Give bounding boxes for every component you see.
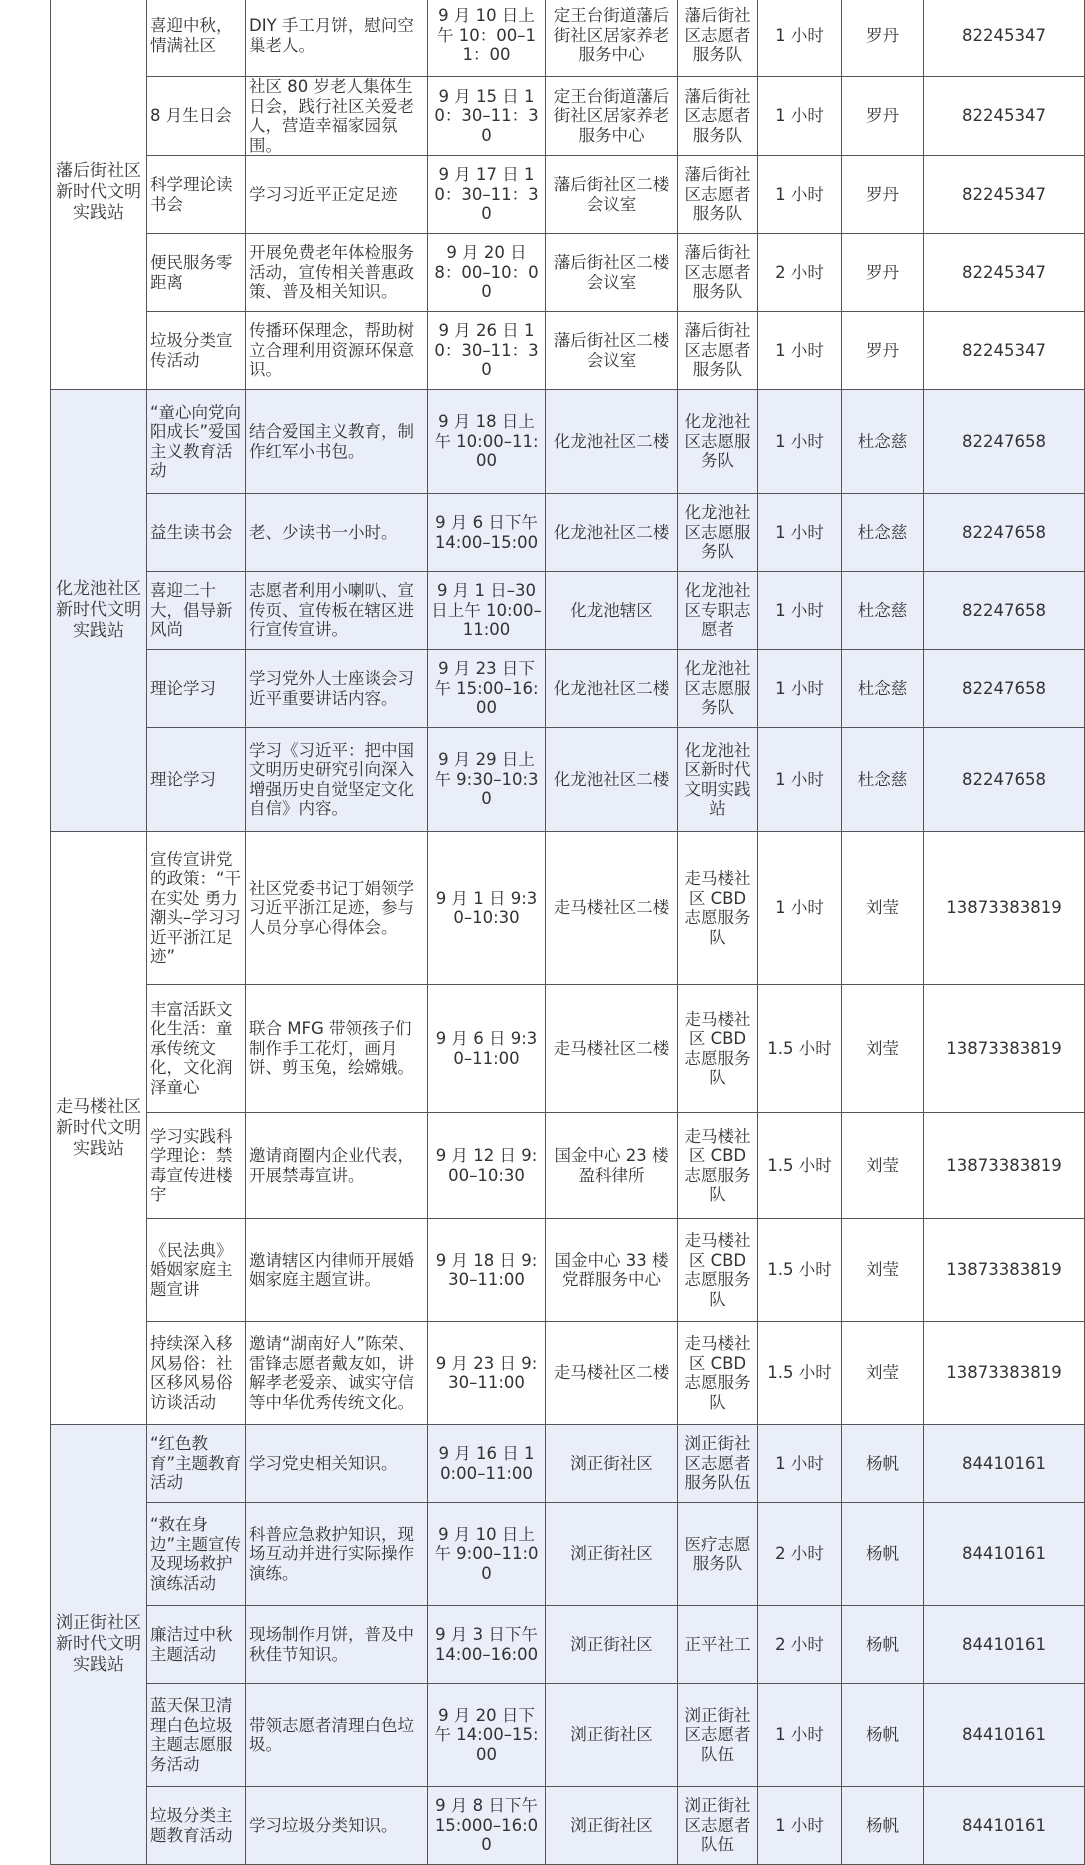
activity-hours: 1 小时 xyxy=(758,390,842,494)
contact-phone: 82247658 xyxy=(924,650,1085,728)
activity-time: 9 月 18 日上午 10:00–11:00 xyxy=(428,390,546,494)
activity-time: 9 月 23 日 9:30–11:00 xyxy=(428,1322,546,1425)
activity-place: 浏正街社区 xyxy=(546,1503,678,1606)
activity-content: 社区 80 岁老人集体生日会，践行社区关爱老人，营造幸福家园氛围。 xyxy=(246,77,428,156)
activity-hours: 1.5 小时 xyxy=(758,1322,842,1425)
table-row xyxy=(51,1219,1085,1322)
activity-title: 持续深入移风易俗：社区移风易俗访谈活动 xyxy=(147,1322,246,1425)
contact-phone: 82245347 xyxy=(924,77,1085,156)
volunteer-team: 藩后街社区志愿者服务队 xyxy=(678,0,758,77)
activity-content: 现场制作月饼，普及中秋佳节知识。 xyxy=(246,1606,428,1684)
activity-time: 9 月 12 日 9:00–10:30 xyxy=(428,1113,546,1219)
contact-person: 刘莹 xyxy=(842,1322,924,1425)
activity-content: 老、少读书一小时。 xyxy=(246,494,428,572)
activity-title: “童心向党向阳成长”爱国主义教育活动 xyxy=(147,390,246,494)
table-row xyxy=(51,1787,1085,1865)
table-row xyxy=(51,1606,1085,1684)
activity-place: 走马楼社区二楼 xyxy=(546,1322,678,1425)
volunteer-team: 走马楼社区 CBD 志愿服务队 xyxy=(678,1113,758,1219)
table-row xyxy=(51,650,1085,728)
activity-time: 9 月 20 日下午 14:00–15:00 xyxy=(428,1684,546,1787)
station-name: 化龙池社区新时代文明实践站 xyxy=(51,390,147,832)
activity-hours: 1 小时 xyxy=(758,312,842,390)
activity-place: 国金中心 33 楼党群服务中心 xyxy=(546,1219,678,1322)
table-row xyxy=(51,572,1085,650)
activity-title: 宣传宣讲党的政策：“干在实处 勇力潮头–学习习近平浙江足迹” xyxy=(147,832,246,985)
activity-content: 邀请商圈内企业代表，开展禁毒宣讲。 xyxy=(246,1113,428,1219)
table-row xyxy=(51,1503,1085,1606)
activity-place: 化龙池社区二楼 xyxy=(546,728,678,832)
station-name: 藩后街社区新时代文明实践站 xyxy=(51,0,147,390)
activity-content: 学习《习近平：把中国文明历史研究引向深入增强历史自觉坚定文化自信》内容。 xyxy=(246,728,428,832)
activity-hours: 2 小时 xyxy=(758,1503,842,1606)
activity-place: 藩后街社区二楼会议室 xyxy=(546,312,678,390)
activity-place: 化龙池社区二楼 xyxy=(546,650,678,728)
activity-place: 浏正街社区 xyxy=(546,1684,678,1787)
activity-time: 9 月 10 日上午 10：00–11：00 xyxy=(428,0,546,77)
activity-title: 垃圾分类主题教育活动 xyxy=(147,1787,246,1865)
station-name: 走马楼社区新时代文明实践站 xyxy=(51,832,147,1425)
activity-content: 联合 MFG 带领孩子们制作手工花灯，画月饼、剪玉兔，绘嫦娥。 xyxy=(246,985,428,1113)
table-row xyxy=(51,1113,1085,1219)
contact-person: 刘莹 xyxy=(842,832,924,985)
activity-time: 9 月 17 日 10：30–11：30 xyxy=(428,156,546,234)
volunteer-team: 走马楼社区 CBD 志愿服务队 xyxy=(678,832,758,985)
contact-person: 刘莹 xyxy=(842,1113,924,1219)
contact-person: 杜念慈 xyxy=(842,650,924,728)
activity-place: 国金中心 23 楼盈科律所 xyxy=(546,1113,678,1219)
activity-content: 学习党史相关知识。 xyxy=(246,1425,428,1503)
activity-hours: 1 小时 xyxy=(758,650,842,728)
station-name: 浏正街社区新时代文明实践站 xyxy=(51,1425,147,1865)
volunteer-team: 走马楼社区 CBD 志愿服务队 xyxy=(678,1322,758,1425)
contact-phone: 82247658 xyxy=(924,390,1085,494)
activity-time: 9 月 16 日 10:00–11:00 xyxy=(428,1425,546,1503)
volunteer-team: 化龙池社区志愿服务队 xyxy=(678,650,758,728)
table-row xyxy=(51,985,1085,1113)
activity-time: 9 月 23 日下午 15:00–16:00 xyxy=(428,650,546,728)
contact-phone: 84410161 xyxy=(924,1606,1085,1684)
activity-place: 化龙池社区二楼 xyxy=(546,390,678,494)
activity-title: 垃圾分类宣传活动 xyxy=(147,312,246,390)
activity-hours: 2 小时 xyxy=(758,234,842,312)
table-row xyxy=(51,832,1085,985)
contact-phone: 82245347 xyxy=(924,0,1085,77)
volunteer-team: 化龙池社区志愿服务队 xyxy=(678,390,758,494)
activity-content: 结合爱国主义教育，制作红军小书包。 xyxy=(246,390,428,494)
activity-place: 浏正街社区 xyxy=(546,1606,678,1684)
activity-time: 9 月 29 日上午 9:30–10:30 xyxy=(428,728,546,832)
activity-content: 邀请“湖南好人”陈荣、雷锋志愿者戴友如，讲解孝老爱亲、诚实守信等中华优秀传统文化。 xyxy=(246,1322,428,1425)
contact-phone: 13873383819 xyxy=(924,1322,1085,1425)
activity-hours: 1 小时 xyxy=(758,832,842,985)
activity-title: 便民服务零距离 xyxy=(147,234,246,312)
activity-place: 走马楼社区二楼 xyxy=(546,985,678,1113)
activity-place: 化龙池社区二楼 xyxy=(546,494,678,572)
activity-hours: 1 小时 xyxy=(758,572,842,650)
volunteer-team: 正平社工 xyxy=(678,1606,758,1684)
contact-phone: 13873383819 xyxy=(924,985,1085,1113)
activity-title: “红色教育”主题教育活动 xyxy=(147,1425,246,1503)
activity-hours: 1 小时 xyxy=(758,1684,842,1787)
contact-phone: 82247658 xyxy=(924,494,1085,572)
activity-content: 开展免费老年体检服务活动，宣传相关普惠政策、普及相关知识。 xyxy=(246,234,428,312)
activity-title: 理论学习 xyxy=(147,728,246,832)
volunteer-team: 走马楼社区 CBD 志愿服务队 xyxy=(678,1219,758,1322)
volunteer-team: 化龙池社区专职志愿者 xyxy=(678,572,758,650)
contact-person: 杨帆 xyxy=(842,1787,924,1865)
activity-content: 学习垃圾分类知识。 xyxy=(246,1787,428,1865)
activity-content: 邀请辖区内律师开展婚姻家庭主题宣讲。 xyxy=(246,1219,428,1322)
activity-hours: 1.5 小时 xyxy=(758,1113,842,1219)
contact-person: 杨帆 xyxy=(842,1606,924,1684)
activity-hours: 1 小时 xyxy=(758,494,842,572)
activity-content: 社区党委书记丁娟领学习近平浙江足迹，参与人员分享心得体会。 xyxy=(246,832,428,985)
activity-content: 带领志愿者清理白色垃圾。 xyxy=(246,1684,428,1787)
activity-hours: 1.5 小时 xyxy=(758,1219,842,1322)
contact-phone: 82245347 xyxy=(924,234,1085,312)
volunteer-team: 藩后街社区志愿者服务队 xyxy=(678,312,758,390)
volunteer-team: 浏正街社区志愿者服务队伍 xyxy=(678,1425,758,1503)
activity-hours: 2 小时 xyxy=(758,1606,842,1684)
contact-person: 杜念慈 xyxy=(842,390,924,494)
activity-title: 科学理论读书会 xyxy=(147,156,246,234)
activity-place: 藩后街社区二楼会议室 xyxy=(546,234,678,312)
volunteer-team: 浏正街社区志愿者队伍 xyxy=(678,1684,758,1787)
activity-hours: 1 小时 xyxy=(758,1425,842,1503)
contact-phone: 84410161 xyxy=(924,1684,1085,1787)
contact-phone: 84410161 xyxy=(924,1503,1085,1606)
activity-title: 丰富活跃文化生活：童承传统文化，文化润泽童心 xyxy=(147,985,246,1113)
activity-schedule-table xyxy=(50,0,1085,1865)
table-row xyxy=(51,1425,1085,1503)
activity-time: 9 月 6 日 9:30–11:00 xyxy=(428,985,546,1113)
contact-person: 罗丹 xyxy=(842,312,924,390)
contact-phone: 82247658 xyxy=(924,572,1085,650)
activity-time: 9 月 20 日 8：00–10：00 xyxy=(428,234,546,312)
activity-time: 9 月 18 日 9:30–11:00 xyxy=(428,1219,546,1322)
contact-person: 杨帆 xyxy=(842,1503,924,1606)
activity-time: 9 月 15 日 10：30–11：30 xyxy=(428,77,546,156)
table-row xyxy=(51,312,1085,390)
activity-place: 浏正街社区 xyxy=(546,1787,678,1865)
contact-person: 杜念慈 xyxy=(842,572,924,650)
activity-content: 学习党外人士座谈会习近平重要讲话内容。 xyxy=(246,650,428,728)
contact-person: 罗丹 xyxy=(842,156,924,234)
activity-time: 9 月 6 日下午 14:00–15:00 xyxy=(428,494,546,572)
activity-title: 学习实践科学理论：禁毒宣传进楼宇 xyxy=(147,1113,246,1219)
activity-place: 走马楼社区二楼 xyxy=(546,832,678,985)
activity-hours: 1 小时 xyxy=(758,728,842,832)
activity-place: 浏正街社区 xyxy=(546,1425,678,1503)
activity-place: 化龙池辖区 xyxy=(546,572,678,650)
table-row xyxy=(51,0,1085,77)
activity-content: 科普应急救护知识，现场互动并进行实际操作演练。 xyxy=(246,1503,428,1606)
table-row xyxy=(51,1684,1085,1787)
activity-time: 9 月 8 日下午 15:000–16:00 xyxy=(428,1787,546,1865)
activity-hours: 1 小时 xyxy=(758,1787,842,1865)
activity-title: 益生读书会 xyxy=(147,494,246,572)
contact-person: 杜念慈 xyxy=(842,494,924,572)
activity-title: 《民法典》婚姻家庭主题宣讲 xyxy=(147,1219,246,1322)
table-row xyxy=(51,390,1085,494)
activity-title: 理论学习 xyxy=(147,650,246,728)
volunteer-team: 医疗志愿服务队 xyxy=(678,1503,758,1606)
activity-time: 9 月 26 日 10：30–11：30 xyxy=(428,312,546,390)
activity-title: 廉洁过中秋主题活动 xyxy=(147,1606,246,1684)
activity-content: 学习习近平正定足迹 xyxy=(246,156,428,234)
table-row xyxy=(51,77,1085,156)
table-row xyxy=(51,494,1085,572)
contact-person: 罗丹 xyxy=(842,77,924,156)
contact-phone: 84410161 xyxy=(924,1787,1085,1865)
activity-time: 9 月 1 日 9:30–10:30 xyxy=(428,832,546,985)
volunteer-team: 藩后街社区志愿者服务队 xyxy=(678,77,758,156)
activity-title: “救在身边”主题宣传及现场救护演练活动 xyxy=(147,1503,246,1606)
contact-phone: 13873383819 xyxy=(924,1219,1085,1322)
activity-time: 9 月 3 日下午 14:00–16:00 xyxy=(428,1606,546,1684)
table-row xyxy=(51,728,1085,832)
contact-person: 刘莹 xyxy=(842,1219,924,1322)
contact-phone: 13873383819 xyxy=(924,832,1085,985)
activity-place: 藩后街社区二楼会议室 xyxy=(546,156,678,234)
activity-content: DIY 手工月饼，慰问空巢老人。 xyxy=(246,0,428,77)
activity-hours: 1 小时 xyxy=(758,77,842,156)
contact-person: 杨帆 xyxy=(842,1425,924,1503)
volunteer-team: 藩后街社区志愿者服务队 xyxy=(678,234,758,312)
activity-hours: 1.5 小时 xyxy=(758,985,842,1113)
table-row xyxy=(51,156,1085,234)
activity-place: 定王台街道藩后街社区居家养老服务中心 xyxy=(546,77,678,156)
table-row xyxy=(51,1322,1085,1425)
activity-hours: 1 小时 xyxy=(758,0,842,77)
volunteer-team: 走马楼社区 CBD 志愿服务队 xyxy=(678,985,758,1113)
contact-phone: 84410161 xyxy=(924,1425,1085,1503)
table-row xyxy=(51,234,1085,312)
activity-time: 9 月 1 日–30 日上午 10:00–11:00 xyxy=(428,572,546,650)
contact-phone: 82245347 xyxy=(924,156,1085,234)
activity-content: 志愿者利用小喇叭、宣传页、宣传板在辖区进行宣传宣讲。 xyxy=(246,572,428,650)
contact-person: 杜念慈 xyxy=(842,728,924,832)
activity-title: 蓝天保卫清理白色垃圾主题志愿服务活动 xyxy=(147,1684,246,1787)
volunteer-team: 化龙池社区新时代文明实践站 xyxy=(678,728,758,832)
contact-person: 杨帆 xyxy=(842,1684,924,1787)
contact-phone: 82245347 xyxy=(924,312,1085,390)
activity-time: 9 月 10 日上午 9:00–11:00 xyxy=(428,1503,546,1606)
activity-content: 传播环保理念，帮助树立合理利用资源环保意识。 xyxy=(246,312,428,390)
activity-title: 8 月生日会 xyxy=(147,77,246,156)
contact-person: 罗丹 xyxy=(842,234,924,312)
activity-hours: 1 小时 xyxy=(758,156,842,234)
activity-title: 喜迎中秋，情满社区 xyxy=(147,0,246,77)
activity-title: 喜迎二十大，倡导新风尚 xyxy=(147,572,246,650)
contact-person: 刘莹 xyxy=(842,985,924,1113)
volunteer-team: 浏正街社区志愿者队伍 xyxy=(678,1787,758,1865)
volunteer-team: 藩后街社区志愿者服务队 xyxy=(678,156,758,234)
contact-phone: 82247658 xyxy=(924,728,1085,832)
volunteer-team: 化龙池社区志愿服务队 xyxy=(678,494,758,572)
contact-person: 罗丹 xyxy=(842,0,924,77)
activity-place: 定王台街道藩后街社区居家养老服务中心 xyxy=(546,0,678,77)
contact-phone: 13873383819 xyxy=(924,1113,1085,1219)
